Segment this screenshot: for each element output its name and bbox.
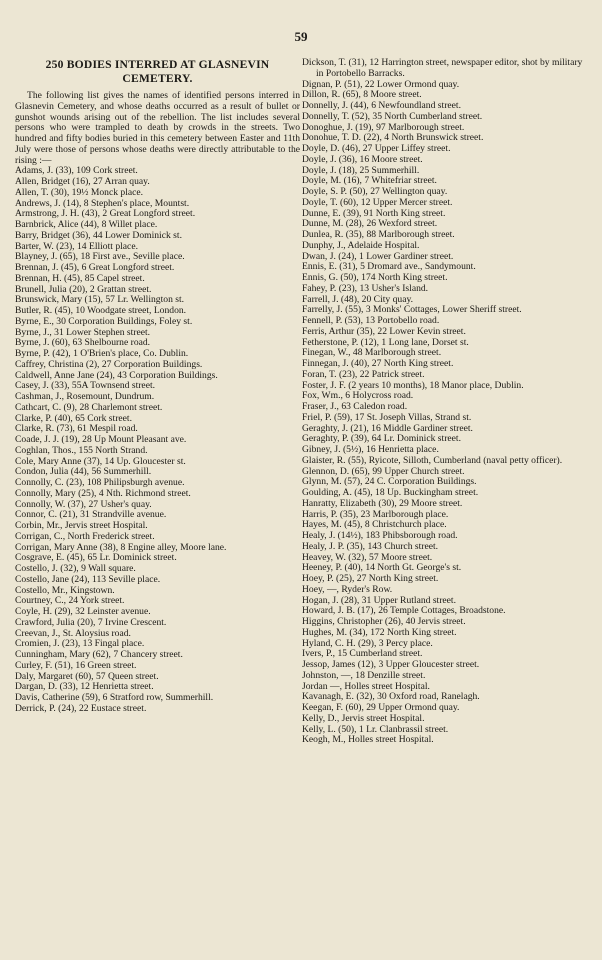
- burial-entry: Doyle, J. (36), 16 Moore street.: [302, 153, 423, 165]
- burial-entry: Dillon, R. (65), 8 Moore street.: [302, 89, 422, 101]
- burial-entry: Doyle, S. P. (50), 27 Wellington quay.: [302, 186, 448, 197]
- burial-entry: Corbin, Mr., Jervis street Hospital.: [15, 520, 148, 531]
- burial-entry: Connor, C. (21), 31 Strandville avenue.: [15, 509, 167, 521]
- burial-entry: Doyle, J. (18), 25 Summerhill.: [302, 164, 420, 176]
- burial-entry: Brunswick, Mary (15), 57 Lr. Wellington st.: [15, 294, 185, 306]
- burial-entry: Costello, Mr., Kingstown.: [15, 584, 115, 596]
- burial-entry: Hanratty, Elizabeth (30), 29 Moore street.: [302, 497, 463, 509]
- burial-entry: Donohue, T. D. (22), 4 North Brunswick street.: [302, 132, 484, 144]
- burial-entry: Coyle, H. (29), 32 Leinster avenue.: [15, 606, 151, 617]
- burial-entry: Kelly, D., Jervis street Hospital.: [302, 712, 425, 724]
- right-entry-list: [302, 58, 587, 746]
- burial-entry: Curley, F. (51), 16 Green street.: [15, 659, 137, 671]
- burial-entry: Farrell, J. (48), 20 City quay.: [302, 293, 414, 305]
- burial-entry: Geraghty, P. (39), 64 Lr. Dominick street.: [302, 433, 461, 445]
- burial-entry: Corrigan, C., North Frederick street.: [15, 530, 155, 542]
- burial-entry: Connolly, C. (23), 108 Philipsburgh avenue.: [15, 477, 185, 488]
- burial-entry: Cosgrave, E. (45), 65 Lr. Dominick street.: [15, 552, 177, 564]
- burial-entry: Fraser, J., 63 Caledon road.: [302, 401, 408, 412]
- burial-entry: Hoey, —, Ryder's Row.: [302, 583, 393, 595]
- burial-entry: Doyle, T. (60), 12 Upper Mercer street.: [302, 196, 453, 208]
- burial-entry: Finegan, W., 48 Marlborough street.: [302, 347, 442, 359]
- burial-entry: Glennon, D. (65), 99 Upper Church street.: [302, 465, 465, 477]
- burial-entry: Caffrey, Christina (2), 27 Corporation Buildings.: [15, 358, 203, 370]
- burial-entry: Butler, R. (45), 10 Woodgate street, London.: [15, 305, 187, 316]
- burial-entry: Byrne, J., 31 Lower Stephen street.: [15, 326, 151, 338]
- burial-entry: Hogan, J. (28), 31 Upper Rutland street.: [302, 594, 457, 606]
- burial-entry: Fox, Wm., 6 Holycross road.: [302, 390, 414, 402]
- burial-entry: Dunne, E. (39), 91 North King street.: [302, 207, 446, 219]
- burial-entry: Corrigan, Mary Anne (38), 8 Engine alley, Moore lane.: [15, 541, 227, 553]
- burial-entry: Doyle, M. (16), 7 Whitefriar street.: [302, 175, 437, 187]
- burial-entry: Fetherstone, P. (12), 1 Long lane, Dorset st.: [302, 336, 469, 348]
- right-column: [302, 58, 587, 746]
- burial-entry: Cunningham, Mary (62), 7 Chancery street.: [15, 649, 183, 660]
- burial-entry: Ivers, P., 15 Cumberland street.: [302, 648, 423, 660]
- left-entry-list: [15, 166, 300, 714]
- burial-entry: Geraghty, J. (21), 16 Middle Gardiner street.: [302, 422, 473, 434]
- burial-entry: Andrews, J. (14), 8 Stephen's place, Mountst.: [15, 197, 190, 209]
- burial-entry: Hyland, C. H. (29), 3 Percy place.: [302, 637, 433, 649]
- burial-entry: Donoghue, J. (19), 97 Marlborough street.: [302, 121, 465, 133]
- burial-entry: Adams, J. (33), 109 Cork street.: [15, 165, 138, 177]
- burial-entry: Brennan, H. (45), 85 Capel street.: [15, 272, 145, 284]
- burial-entry: Cashman, J., Rosemount, Dundrum.: [15, 391, 155, 402]
- burial-entry: Creevan, J., St. Aloysius road.: [15, 627, 131, 639]
- burial-entry: Hughes, M. (34), 172 North King street.: [302, 626, 457, 638]
- burial-entry: Barnbrick, Alice (44), 8 Willet place.: [15, 219, 158, 230]
- burial-entry: Allen, Bridget (16), 27 Arran quay.: [15, 176, 150, 187]
- burial-entry: Donnelly, J. (44), 6 Newfoundland street.: [302, 100, 461, 111]
- burial-entry: Brunell, Julia (20), 2 Grattan street.: [15, 283, 152, 295]
- burial-entry: Harris, P. (35), 23 Marlborough place.: [302, 508, 449, 520]
- burial-entry: Foster, J. F. (2 years 10 months), 18 Manor place, Dublin.: [302, 379, 524, 391]
- burial-entry: Casey, J. (33), 55A Townsend street.: [15, 380, 156, 392]
- burial-entry: Connolly, Mary (25), 4 Nth. Richmond street.: [15, 487, 191, 499]
- burial-entry: Clarke, R. (73), 61 Mespil road.: [15, 423, 138, 435]
- burial-entry: Clarke, P. (40), 65 Cork street.: [15, 412, 132, 424]
- burial-entry: Healy, J. P. (35), 143 Church street.: [302, 540, 439, 552]
- burial-entry: Donnelly, T. (52), 35 North Cumberland street.: [302, 110, 483, 122]
- burial-entry: Byrne, E., 30 Corporation Buildings, Foley st.: [15, 315, 193, 327]
- burial-entry: Doyle, D. (46), 27 Upper Liffey street.: [302, 143, 451, 154]
- burial-entry: Dunlea, R. (35), 88 Marlborough street.: [302, 229, 455, 240]
- burial-entry: Finnegan, J. (40), 27 North King street.: [302, 358, 454, 369]
- burial-entry: Foran, T. (23), 22 Patrick street.: [302, 368, 425, 380]
- burial-entry: Barter, W. (23), 14 Elliott place.: [15, 240, 138, 252]
- burial-entry: Cole, Mary Anne (37), 14 Up. Gloucester st.: [15, 455, 186, 467]
- burial-entry: Ferris, Arthur (35), 22 Lower Kevin street.: [302, 325, 466, 337]
- burial-entry: Higgins, Christopher (26), 40 Jervis street.: [302, 616, 466, 627]
- burial-entry: Coghlan, Thos., 155 North Strand.: [15, 444, 148, 456]
- intro-paragraph: The following list gives the names of identified persons interred in Glasnevin Cemetery, and whose deaths occurred as a result of bullet or gunshot wounds arising out of the rebellion. The list includes several persons who were trampled to death by crowds in the streets. Two hundred and fifty bodies buried in this cemetery between Easter and 11th July were those of persons whose deaths were directly attributable to the rising :—: [15, 90, 300, 166]
- burial-entry: Jessop, James (12), 3 Upper Gloucester street.: [302, 659, 480, 670]
- burial-entry: Kelly, L. (50), 1 Lr. Clanbrassil street.: [302, 723, 449, 735]
- burial-entry: Dwan, J. (24), 1 Lower Gardiner street.: [302, 250, 454, 262]
- burial-entry: Courtney, C., 24 York street.: [15, 595, 125, 607]
- burial-entry: Keegan, F. (60), 29 Upper Ormond quay.: [302, 702, 460, 713]
- burial-entry: Johnston, —, 18 Denzille street.: [302, 669, 426, 681]
- burial-entry: Davis, Catherine (59), 6 Stratford row, Summerhill.: [15, 692, 214, 703]
- burial-entry: Cathcart, C. (9), 28 Charlemont street.: [15, 401, 163, 413]
- burial-entry: Byrne, J. (60), 63 Shelbourne road.: [15, 337, 151, 349]
- burial-entry: Howard, J. B. (17), 26 Temple Cottages, Broadstone.: [302, 605, 506, 617]
- burial-entry: Healy, J. (14½), 183 Phibsborough road.: [302, 530, 458, 541]
- page-number: 59: [294, 29, 308, 44]
- burial-entry: Dickson, T. (31), 12 Harrington street, newspaper editor, shot by military in Portobello Barracks.: [302, 57, 583, 79]
- left-column: [15, 58, 300, 715]
- burial-entry: Heeney, P. (40), 14 North Gt. George's st.: [302, 562, 462, 574]
- burial-entry: Farrelly, J. (55), 3 Monks' Cottages, Lower Sheriff street.: [302, 304, 522, 316]
- burial-entry: Costello, J. (32), 9 Wall square.: [15, 563, 136, 574]
- section-heading: 250 BODIES INTERRED AT GLASNEVIN CEMETERY.: [45, 58, 270, 85]
- burial-entry: Allen, T. (30), 19½ Monck place.: [15, 186, 144, 198]
- burial-entry: Brennan, J. (45), 6 Great Longford street.: [15, 262, 175, 273]
- burial-entry: Keogh, M., Holles street Hospital.: [302, 734, 434, 746]
- burial-entry: Dargan, D. (33), 12 Henrietta street.: [15, 681, 154, 693]
- burial-entry: Heavey, W. (32), 57 Moore street.: [302, 551, 433, 563]
- burial-entry: Kavanagh, E. (32), 30 Oxford road, Ranelagh.: [302, 691, 480, 703]
- burial-entry: Costello, Jane (24), 113 Seville place.: [15, 573, 161, 585]
- burial-entry: Blayney, J. (65), 18 First ave., Seville place.: [15, 251, 185, 263]
- burial-entry: Goulding, A. (45), 18 Up. Buckingham street.: [302, 487, 479, 498]
- burial-entry: Connolly, W. (37), 27 Usher's quay.: [15, 498, 152, 510]
- burial-entry: Jordan —, Holles street Hospital.: [302, 680, 430, 692]
- burial-entry: Dunne, M. (28), 26 Wexford street.: [302, 218, 438, 230]
- burial-entry: Dunphy, J., Adelaide Hospital.: [302, 239, 420, 251]
- burial-entry: Ennis, G. (50), 174 North King street.: [302, 272, 448, 283]
- burial-entry: Caldwell, Anne Jane (24), 43 Corporation Buildings.: [15, 369, 218, 381]
- burial-entry: Ennis, E. (31), 5 Dromard ave., Sandymount.: [302, 261, 476, 273]
- burial-entry: Friel, P. (59), 17 St. Joseph Villas, Strand st.: [302, 411, 472, 423]
- burial-entry: Hoey, P. (25), 27 North King street.: [302, 573, 439, 584]
- burial-entry: Fahey, P. (23), 13 Usher's Island.: [302, 282, 429, 294]
- burial-entry: Condon, Julia (44), 56 Summerhill.: [15, 466, 152, 478]
- burial-entry: Gibney, J. (5½), 16 Henrietta place.: [302, 444, 439, 455]
- burial-entry: Glynn, M. (57), 24 C. Corporation Buildings.: [302, 476, 477, 488]
- burial-entry: Dignan, P. (51), 22 Lower Ormond quay.: [302, 78, 460, 90]
- burial-entry: Derrick, P. (24), 22 Eustace street.: [15, 702, 147, 714]
- burial-entry: Barry, Bridget (36), 44 Lower Dominick st.: [15, 229, 182, 241]
- burial-entry: Crawford, Julia (20), 7 Irvine Crescent.: [15, 616, 167, 628]
- burial-entry: Armstrong, J. H. (43), 2 Great Longford street.: [15, 208, 196, 220]
- burial-entry: Daly, Margaret (60), 57 Queen street.: [15, 670, 159, 682]
- burial-entry: Glaister, R. (55), Ryicote, Silloth, Cumberland (naval petty officer).: [302, 454, 563, 466]
- burial-entry: Byrne, P. (42), 1 O'Brien's place, Co. Dublin.: [15, 348, 189, 359]
- burial-entry: Cromien, J. (23), 13 Fingal place.: [15, 638, 145, 650]
- burial-entry: Fennell, P. (53), 13 Portobello road.: [302, 315, 440, 326]
- burial-entry: Coade, J. J. (19), 28 Up Mount Pleasant ave.: [15, 434, 187, 445]
- burial-entry: Hayes, M. (45), 8 Christchurch place.: [302, 519, 447, 531]
